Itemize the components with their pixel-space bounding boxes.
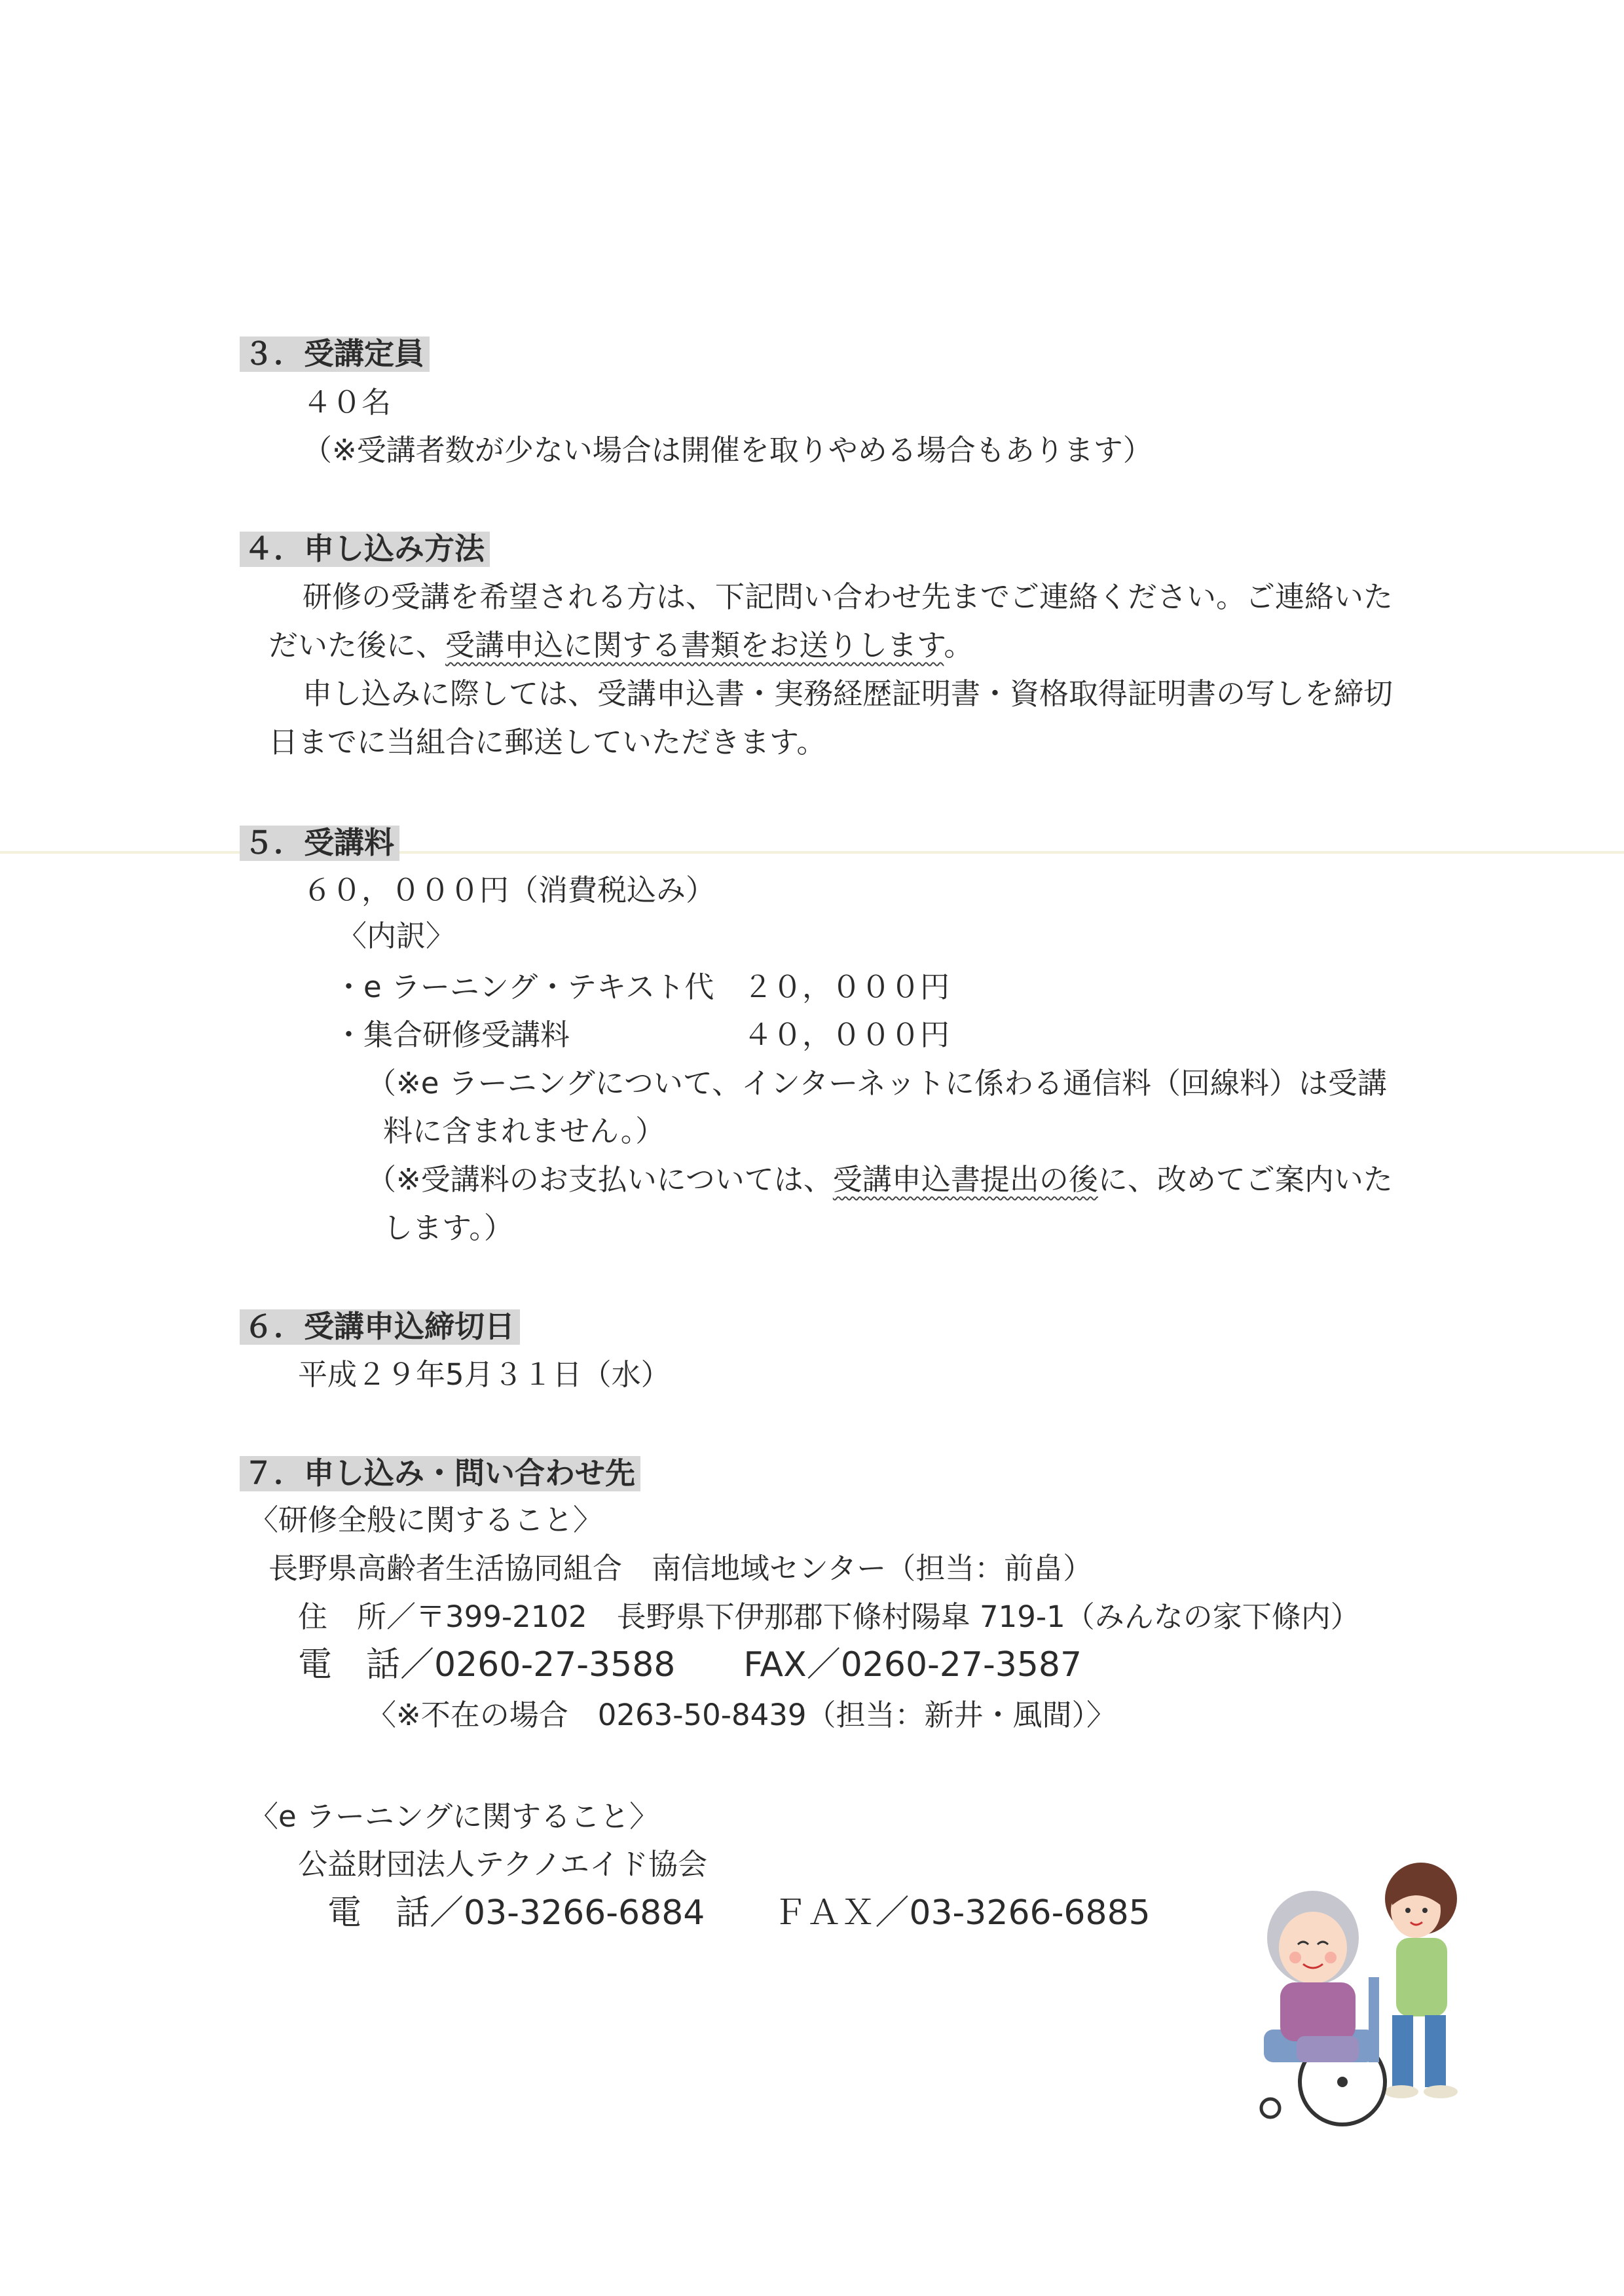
caregiver-wheelchair-illustration-icon	[1244, 1859, 1493, 2134]
application-p2-line1: 申し込みに際しては、受講申込書・実務経歴証明書・資格取得証明書の写しを締切	[303, 676, 1393, 711]
capacity-note: （※受講者数が少ない場合は開催を取りやめる場合もあります）	[303, 433, 1153, 467]
section-heading-contact: ７．申し込み・問い合わせ先	[244, 1453, 635, 1493]
section-heading-capacity: ３．受講定員	[244, 334, 424, 373]
section-heading-deadline: ６．受講申込締切日	[244, 1307, 515, 1346]
deadline-date: 平成２９年5月３１日（水）	[298, 1357, 671, 1392]
fee-note2-line1: （※受講料のお支払いについては、受講申込書提出の後に、改めてご案内いた	[367, 1162, 1393, 1197]
capacity-value: ４０名	[303, 385, 392, 420]
fee-item2-label: ・集合研修受講料	[334, 1017, 570, 1052]
contact-address: 住 所／〒399-2102 長野県下伊那郡下條村陽皐 719-1（みんなの家下條内）	[298, 1599, 1360, 1634]
fee-item2-value: ４０，０００円	[743, 1017, 950, 1052]
underlined-text: 受講申込に関する書類をお送りします	[445, 628, 944, 663]
fee-note2-line2: します。）	[383, 1211, 513, 1245]
application-p1-line1: 研修の受講を希望される方は、下記問い合わせ先までご連絡ください。ご連絡いた	[303, 579, 1393, 614]
elearning-organization: 公益財団法人テクノエイド協会	[298, 1847, 708, 1882]
section-heading-application: ４．申し込み方法	[244, 529, 485, 568]
fee-breakdown-title: 〈内訳〉	[337, 919, 456, 953]
fee-note1-line2: 料に含まれません。）	[383, 1114, 665, 1148]
fee-total: ６０，０００円（消費税込み）	[303, 873, 716, 907]
contact-absent-note: 〈※不在の場合 0263-50-8439（担当：新井・風間）〉	[367, 1698, 1116, 1732]
section-heading-fee: ５．受講料	[244, 823, 394, 862]
application-p1-line2: だいた後に、受講申込に関する書類をお送りします。	[268, 628, 974, 663]
contact-organization: 長野県高齢者生活協同組合 南信地域センター（担当：前畠）	[268, 1551, 1093, 1586]
underlined-text: 受講申込書提出の後	[832, 1162, 1098, 1197]
contact-phone-fax: 電 話／0260-27-3588 FAX／0260-27-3587	[298, 1645, 1082, 1685]
elearning-phone-fax: 電 話／03-3266-6884 ＦＡＸ／03-3266-6885	[327, 1893, 1151, 1933]
contact-general-title: 〈研修全般に関すること〉	[249, 1503, 603, 1537]
fee-item1-label: ・e ラーニング・テキスト代	[334, 970, 714, 1004]
elearning-title: 〈e ラーニングに関すること〉	[249, 1799, 659, 1834]
fee-item1-value: ２０，０００円	[743, 970, 950, 1004]
fee-note1-line1: （※e ラーニングについて、インターネットに係わる通信料（回線料）は受講	[367, 1066, 1387, 1101]
application-p2-line2: 日までに当組合に郵送していただきます。	[268, 725, 826, 759]
